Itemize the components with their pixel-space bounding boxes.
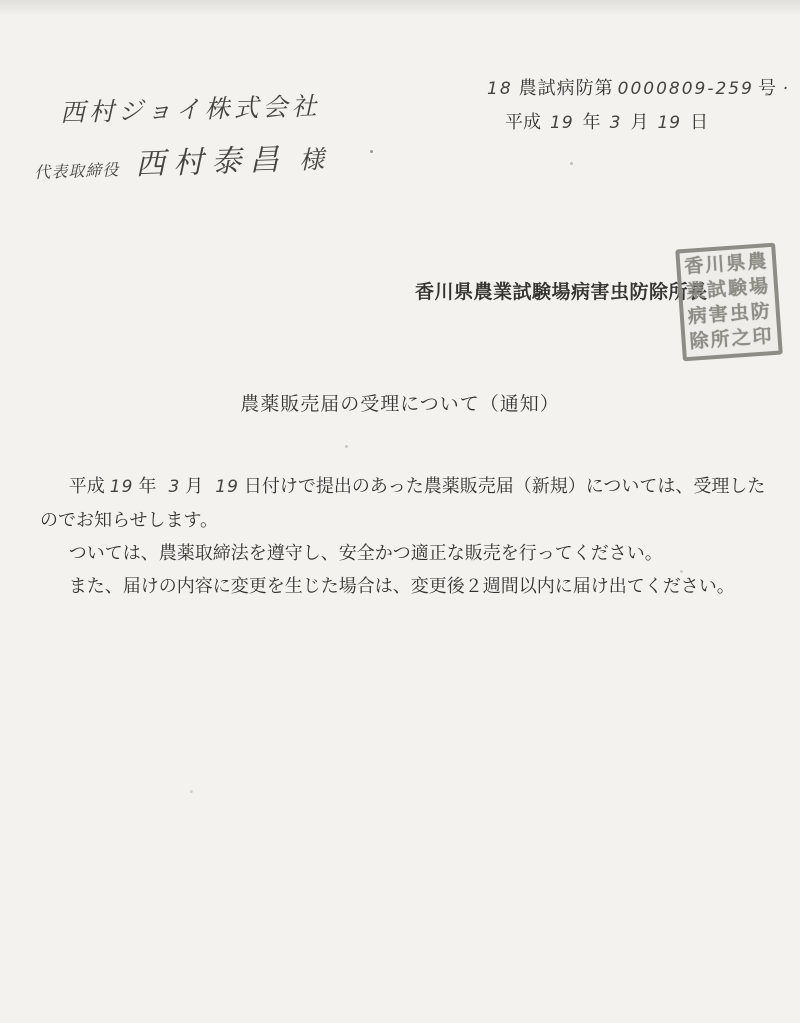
month-unit: 月 xyxy=(630,112,649,132)
addressee-title-handwritten: 代表取締役 xyxy=(34,160,120,183)
year-unit: 年 xyxy=(582,112,601,132)
month-handwritten: 3 xyxy=(609,113,622,133)
document-number-line xyxy=(487,74,790,100)
issue-date-line xyxy=(505,108,717,134)
letter-body xyxy=(40,470,768,603)
scan-speck xyxy=(370,150,373,153)
addressee-name-handwritten: 西村泰昌 xyxy=(134,142,288,183)
scan-shading xyxy=(0,0,800,16)
doc-number-value-handwritten: 0000809-259 xyxy=(617,79,754,99)
seal-row: 業試験場 xyxy=(685,276,771,303)
body-month-unit: 月 xyxy=(185,476,204,496)
day-unit: 日 xyxy=(690,112,709,132)
subject-title: 農薬販売届の受理について（通知） xyxy=(240,394,560,415)
seal-row: 除所之印 xyxy=(688,326,775,353)
body-month-handwritten: 3 xyxy=(168,477,181,497)
doc-number-suffix: 号 xyxy=(757,78,777,98)
body-year-handwritten: 19 xyxy=(109,477,134,497)
body-paragraph-2: ついては、農薬取締法を遵守し、安全かつ適正な販売を行ってください。 xyxy=(68,543,663,563)
body-paragraph-3: また、届けの内容に変更を生じた場合は、変更後２週間以内に届け出てください。 xyxy=(68,576,735,596)
era-label: 平成 xyxy=(505,112,541,132)
body-paragraph-1 xyxy=(40,470,768,537)
body-paragraph-1-text: 日付けで提出のあった農薬販売届（新規）については、受理したのでお知らせします。 xyxy=(40,476,766,530)
body-year-unit: 年 xyxy=(138,476,157,496)
doc-number-label: 農試病防第 xyxy=(518,78,614,98)
pen-dot: · xyxy=(782,79,790,99)
seal-row: 病害虫防 xyxy=(687,301,773,328)
year-handwritten: 19 xyxy=(550,113,574,133)
seal-row: 香川県農 xyxy=(683,251,770,278)
addressee-line xyxy=(33,133,324,187)
doc-number-year-handwritten: 18 xyxy=(487,79,513,99)
addressee-company-handwritten: 西村ジョイ株式会社 xyxy=(59,91,321,128)
day-handwritten: 19 xyxy=(657,113,682,133)
sender-title: 香川県農業試験場病害虫防除所長 xyxy=(415,282,708,303)
addressee-honorific-handwritten: 様 xyxy=(298,144,325,175)
body-era: 平成 xyxy=(68,476,105,496)
official-seal-stamp xyxy=(675,243,783,362)
body-day-handwritten: 19 xyxy=(215,477,239,497)
